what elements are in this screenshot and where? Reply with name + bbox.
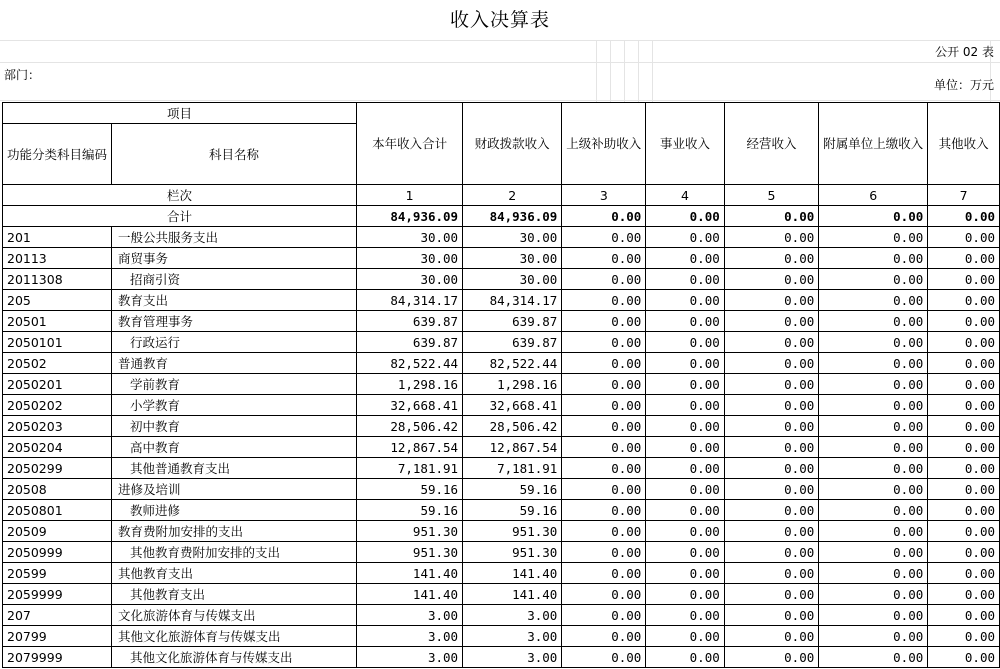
cell-value: 0.00 bbox=[928, 437, 1000, 458]
total-row bbox=[3, 206, 1000, 227]
cell-value: 0.00 bbox=[724, 311, 819, 332]
cell-value: 0.00 bbox=[646, 563, 724, 584]
cell-value: 0.00 bbox=[724, 416, 819, 437]
cell-value: 0.00 bbox=[928, 311, 1000, 332]
column-number: 4 bbox=[646, 185, 724, 206]
cell-value: 0.00 bbox=[928, 416, 1000, 437]
column-number: 2 bbox=[463, 185, 562, 206]
cell-value: 0.00 bbox=[646, 584, 724, 605]
header-project: 项目 bbox=[3, 103, 357, 124]
cell-value: 0.00 bbox=[562, 269, 646, 290]
cell-value: 0.00 bbox=[819, 290, 928, 311]
table-row bbox=[3, 353, 1000, 374]
total-label: 合计 bbox=[3, 206, 357, 227]
table-row bbox=[3, 626, 1000, 647]
subject-name: 教育支出 bbox=[112, 290, 357, 311]
table-row bbox=[3, 311, 1000, 332]
subject-name: 其他文化旅游体育与传媒支出 bbox=[112, 647, 357, 668]
cell-value: 0.00 bbox=[724, 248, 819, 269]
column-number: 6 bbox=[819, 185, 928, 206]
cell-value: 30.00 bbox=[463, 227, 562, 248]
unit-label: 单位：万元 bbox=[933, 78, 994, 92]
cell-value: 0.00 bbox=[646, 500, 724, 521]
cell-value: 0.00 bbox=[928, 605, 1000, 626]
column-number: 5 bbox=[724, 185, 819, 206]
cell-value: 59.16 bbox=[357, 479, 463, 500]
cell-value: 28,506.42 bbox=[357, 416, 463, 437]
cell-value: 12,867.54 bbox=[357, 437, 463, 458]
cell-value: 0.00 bbox=[819, 332, 928, 353]
table-row bbox=[3, 605, 1000, 626]
cell-value: 0.00 bbox=[646, 374, 724, 395]
cell-value: 141.40 bbox=[357, 584, 463, 605]
cell-value: 0.00 bbox=[562, 248, 646, 269]
cell-value: 0.00 bbox=[646, 458, 724, 479]
cell-value: 951.30 bbox=[463, 542, 562, 563]
cell-value: 30.00 bbox=[357, 269, 463, 290]
cell-value: 0.00 bbox=[562, 458, 646, 479]
subject-code: 20508 bbox=[3, 479, 112, 500]
grid-line bbox=[596, 40, 597, 102]
page-title: 收入决算表 bbox=[449, 9, 550, 31]
cell-value: 7,181.91 bbox=[357, 458, 463, 479]
cell-value: 0.00 bbox=[646, 290, 724, 311]
cell-value: 0.00 bbox=[928, 500, 1000, 521]
cell-value: 0.00 bbox=[646, 311, 724, 332]
cell-value: 0.00 bbox=[646, 479, 724, 500]
table-row bbox=[3, 248, 1000, 269]
table-row bbox=[3, 374, 1000, 395]
cell-value: 0.00 bbox=[928, 395, 1000, 416]
cell-value: 0.00 bbox=[562, 395, 646, 416]
table-row bbox=[3, 437, 1000, 458]
header-business-income: 事业收入 bbox=[646, 103, 724, 185]
cell-value: 30.00 bbox=[357, 248, 463, 269]
cell-value: 0.00 bbox=[928, 248, 1000, 269]
table-row bbox=[3, 290, 1000, 311]
cell-value: 0.00 bbox=[562, 542, 646, 563]
cell-value: 0.00 bbox=[562, 647, 646, 668]
table-row bbox=[3, 332, 1000, 353]
cell-value: 0.00 bbox=[646, 395, 724, 416]
cell-value: 0.00 bbox=[562, 479, 646, 500]
subject-code: 2050299 bbox=[3, 458, 112, 479]
table-row bbox=[3, 479, 1000, 500]
cell-value: 0.00 bbox=[724, 332, 819, 353]
subject-code: 2050999 bbox=[3, 542, 112, 563]
subject-code: 20509 bbox=[3, 521, 112, 542]
cell-value: 0.00 bbox=[646, 521, 724, 542]
header-subject-name: 科目名称 bbox=[112, 124, 357, 185]
cell-value: 3.00 bbox=[357, 605, 463, 626]
table-row bbox=[3, 647, 1000, 668]
cell-value: 639.87 bbox=[357, 332, 463, 353]
cell-value: 0.00 bbox=[646, 605, 724, 626]
cell-value: 0.00 bbox=[928, 227, 1000, 248]
cell-value: 0.00 bbox=[562, 374, 646, 395]
table-row bbox=[3, 584, 1000, 605]
subject-code: 20502 bbox=[3, 353, 112, 374]
grid-line bbox=[0, 100, 1000, 101]
cell-value: 0.00 bbox=[646, 332, 724, 353]
subject-code: 207 bbox=[3, 605, 112, 626]
cell-value: 0.00 bbox=[928, 290, 1000, 311]
subject-code: 2050201 bbox=[3, 374, 112, 395]
cell-value: 84,314.17 bbox=[357, 290, 463, 311]
cell-value: 951.30 bbox=[357, 521, 463, 542]
cell-value: 0.00 bbox=[819, 374, 928, 395]
cell-value: 0.00 bbox=[819, 479, 928, 500]
cell-value: 0.00 bbox=[928, 647, 1000, 668]
cell-value: 0.00 bbox=[819, 521, 928, 542]
cell-value: 0.00 bbox=[819, 542, 928, 563]
cell-value: 0.00 bbox=[646, 416, 724, 437]
cell-value: 0.00 bbox=[562, 500, 646, 521]
cell-value: 3.00 bbox=[463, 626, 562, 647]
subject-code: 201 bbox=[3, 227, 112, 248]
cell-value: 0.00 bbox=[562, 437, 646, 458]
cell-value: 0.00 bbox=[819, 458, 928, 479]
total-value: 0.00 bbox=[562, 206, 646, 227]
cell-value: 0.00 bbox=[928, 584, 1000, 605]
cell-value: 3.00 bbox=[463, 647, 562, 668]
subject-code: 20501 bbox=[3, 311, 112, 332]
grid-line bbox=[0, 62, 1000, 63]
header-other-income: 其他收入 bbox=[928, 103, 1000, 185]
header-affiliated-income: 附属单位上缴收入 bbox=[819, 103, 928, 185]
cell-value: 0.00 bbox=[819, 248, 928, 269]
cell-value: 0.00 bbox=[724, 227, 819, 248]
header-column-seq: 栏次 bbox=[3, 185, 357, 206]
grid-line bbox=[624, 40, 625, 102]
cell-value: 639.87 bbox=[463, 311, 562, 332]
cell-value: 0.00 bbox=[819, 626, 928, 647]
table-row bbox=[3, 521, 1000, 542]
column-number: 3 bbox=[562, 185, 646, 206]
cell-value: 0.00 bbox=[562, 227, 646, 248]
cell-value: 0.00 bbox=[819, 437, 928, 458]
cell-value: 0.00 bbox=[724, 584, 819, 605]
cell-value: 0.00 bbox=[724, 563, 819, 584]
subject-name: 文化旅游体育与传媒支出 bbox=[112, 605, 357, 626]
subject-name: 商贸事务 bbox=[112, 248, 357, 269]
subject-name: 其他教育费附加安排的支出 bbox=[112, 542, 357, 563]
subject-name: 教师进修 bbox=[112, 500, 357, 521]
header-total-income: 本年收入合计 bbox=[357, 103, 463, 185]
cell-value: 0.00 bbox=[646, 626, 724, 647]
subject-name: 小学教育 bbox=[112, 395, 357, 416]
subject-name: 招商引资 bbox=[112, 269, 357, 290]
table-row bbox=[3, 227, 1000, 248]
subject-name: 学前教育 bbox=[112, 374, 357, 395]
cell-value: 0.00 bbox=[928, 542, 1000, 563]
header-func-code: 功能分类科目编码 bbox=[3, 124, 112, 185]
cell-value: 0.00 bbox=[819, 647, 928, 668]
cell-value: 0.00 bbox=[724, 395, 819, 416]
cell-value: 0.00 bbox=[928, 269, 1000, 290]
subject-code: 20799 bbox=[3, 626, 112, 647]
subject-code: 2050203 bbox=[3, 416, 112, 437]
cell-value: 0.00 bbox=[724, 437, 819, 458]
cell-value: 0.00 bbox=[724, 290, 819, 311]
cell-value: 0.00 bbox=[562, 332, 646, 353]
total-value: 0.00 bbox=[819, 206, 928, 227]
cell-value: 0.00 bbox=[646, 437, 724, 458]
total-value: 0.00 bbox=[646, 206, 724, 227]
subject-name: 教育费附加安排的支出 bbox=[112, 521, 357, 542]
cell-value: 0.00 bbox=[928, 458, 1000, 479]
cell-value: 0.00 bbox=[819, 584, 928, 605]
cell-value: 0.00 bbox=[928, 353, 1000, 374]
grid-line bbox=[0, 40, 1000, 41]
subject-name: 进修及培训 bbox=[112, 479, 357, 500]
cell-value: 0.00 bbox=[819, 395, 928, 416]
cell-value: 141.40 bbox=[463, 584, 562, 605]
cell-value: 0.00 bbox=[562, 563, 646, 584]
table-row bbox=[3, 416, 1000, 437]
cell-value: 0.00 bbox=[819, 227, 928, 248]
cell-value: 32,668.41 bbox=[357, 395, 463, 416]
subject-code: 2059999 bbox=[3, 584, 112, 605]
cell-value: 0.00 bbox=[819, 311, 928, 332]
cell-value: 0.00 bbox=[928, 563, 1000, 584]
cell-value: 59.16 bbox=[463, 500, 562, 521]
cell-value: 0.00 bbox=[928, 374, 1000, 395]
cell-value: 0.00 bbox=[562, 311, 646, 332]
table-row bbox=[3, 269, 1000, 290]
cell-value: 3.00 bbox=[463, 605, 562, 626]
cell-value: 82,522.44 bbox=[463, 353, 562, 374]
cell-value: 59.16 bbox=[357, 500, 463, 521]
cell-value: 32,668.41 bbox=[463, 395, 562, 416]
income-table bbox=[2, 102, 1000, 668]
header-superior-subsidy: 上级补助收入 bbox=[562, 103, 646, 185]
subject-code: 2050101 bbox=[3, 332, 112, 353]
table-row bbox=[3, 542, 1000, 563]
grid-line bbox=[652, 40, 653, 102]
cell-value: 0.00 bbox=[819, 416, 928, 437]
cell-value: 28,506.42 bbox=[463, 416, 562, 437]
cell-value: 0.00 bbox=[646, 227, 724, 248]
cell-value: 0.00 bbox=[724, 542, 819, 563]
cell-value: 0.00 bbox=[562, 605, 646, 626]
subject-name: 教育管理事务 bbox=[112, 311, 357, 332]
cell-value: 0.00 bbox=[724, 374, 819, 395]
cell-value: 0.00 bbox=[646, 353, 724, 374]
cell-value: 3.00 bbox=[357, 626, 463, 647]
cell-value: 0.00 bbox=[819, 563, 928, 584]
table-row bbox=[3, 563, 1000, 584]
cell-value: 0.00 bbox=[724, 605, 819, 626]
cell-value: 0.00 bbox=[646, 248, 724, 269]
cell-value: 0.00 bbox=[562, 626, 646, 647]
cell-value: 141.40 bbox=[463, 563, 562, 584]
cell-value: 1,298.16 bbox=[463, 374, 562, 395]
header-operating-income: 经营收入 bbox=[724, 103, 819, 185]
cell-value: 141.40 bbox=[357, 563, 463, 584]
subject-name: 普通教育 bbox=[112, 353, 357, 374]
subject-code: 2079999 bbox=[3, 647, 112, 668]
cell-value: 639.87 bbox=[463, 332, 562, 353]
cell-value: 82,522.44 bbox=[357, 353, 463, 374]
subject-code: 2011308 bbox=[3, 269, 112, 290]
cell-value: 0.00 bbox=[646, 542, 724, 563]
total-value: 84,936.09 bbox=[357, 206, 463, 227]
column-number: 7 bbox=[928, 185, 1000, 206]
cell-value: 0.00 bbox=[562, 584, 646, 605]
cell-value: 0.00 bbox=[724, 353, 819, 374]
cell-value: 0.00 bbox=[562, 290, 646, 311]
cell-value: 0.00 bbox=[724, 521, 819, 542]
cell-value: 0.00 bbox=[562, 353, 646, 374]
cell-value: 0.00 bbox=[562, 521, 646, 542]
subject-name: 高中教育 bbox=[112, 437, 357, 458]
form-code: 公开 02 表 bbox=[935, 45, 994, 59]
header-fiscal-income: 财政拨款收入 bbox=[463, 103, 562, 185]
subject-code: 20113 bbox=[3, 248, 112, 269]
subject-name: 其他文化旅游体育与传媒支出 bbox=[112, 626, 357, 647]
subject-name: 其他教育支出 bbox=[112, 563, 357, 584]
cell-value: 30.00 bbox=[463, 269, 562, 290]
cell-value: 12,867.54 bbox=[463, 437, 562, 458]
cell-value: 0.00 bbox=[724, 500, 819, 521]
subject-code: 20599 bbox=[3, 563, 112, 584]
cell-value: 84,314.17 bbox=[463, 290, 562, 311]
subject-code: 205 bbox=[3, 290, 112, 311]
subject-name: 一般公共服务支出 bbox=[112, 227, 357, 248]
total-value: 84,936.09 bbox=[463, 206, 562, 227]
table-row bbox=[3, 395, 1000, 416]
cell-value: 30.00 bbox=[463, 248, 562, 269]
table-row bbox=[3, 500, 1000, 521]
cell-value: 30.00 bbox=[357, 227, 463, 248]
total-value: 0.00 bbox=[928, 206, 1000, 227]
subject-name: 行政运行 bbox=[112, 332, 357, 353]
cell-value: 0.00 bbox=[928, 479, 1000, 500]
cell-value: 3.00 bbox=[357, 647, 463, 668]
subject-code: 2050801 bbox=[3, 500, 112, 521]
total-value: 0.00 bbox=[724, 206, 819, 227]
cell-value: 0.00 bbox=[819, 605, 928, 626]
cell-value: 0.00 bbox=[646, 269, 724, 290]
cell-value: 7,181.91 bbox=[463, 458, 562, 479]
subject-code: 2050204 bbox=[3, 437, 112, 458]
cell-value: 0.00 bbox=[724, 479, 819, 500]
subject-name: 初中教育 bbox=[112, 416, 357, 437]
table-row bbox=[3, 458, 1000, 479]
grid-line bbox=[610, 40, 611, 102]
cell-value: 1,298.16 bbox=[357, 374, 463, 395]
cell-value: 59.16 bbox=[463, 479, 562, 500]
cell-value: 0.00 bbox=[562, 416, 646, 437]
cell-value: 0.00 bbox=[646, 647, 724, 668]
cell-value: 0.00 bbox=[819, 500, 928, 521]
cell-value: 0.00 bbox=[819, 353, 928, 374]
cell-value: 639.87 bbox=[357, 311, 463, 332]
cell-value: 951.30 bbox=[463, 521, 562, 542]
cell-value: 0.00 bbox=[724, 647, 819, 668]
column-number: 1 bbox=[357, 185, 463, 206]
cell-value: 0.00 bbox=[724, 269, 819, 290]
cell-value: 0.00 bbox=[724, 458, 819, 479]
cell-value: 0.00 bbox=[819, 269, 928, 290]
grid-line bbox=[638, 40, 639, 102]
cell-value: 0.00 bbox=[724, 626, 819, 647]
subject-code: 2050202 bbox=[3, 395, 112, 416]
subject-name: 其他教育支出 bbox=[112, 584, 357, 605]
subject-name: 其他普通教育支出 bbox=[112, 458, 357, 479]
cell-value: 0.00 bbox=[928, 332, 1000, 353]
cell-value: 0.00 bbox=[928, 626, 1000, 647]
cell-value: 951.30 bbox=[357, 542, 463, 563]
department-label: 部门： bbox=[4, 68, 41, 82]
cell-value: 0.00 bbox=[928, 521, 1000, 542]
